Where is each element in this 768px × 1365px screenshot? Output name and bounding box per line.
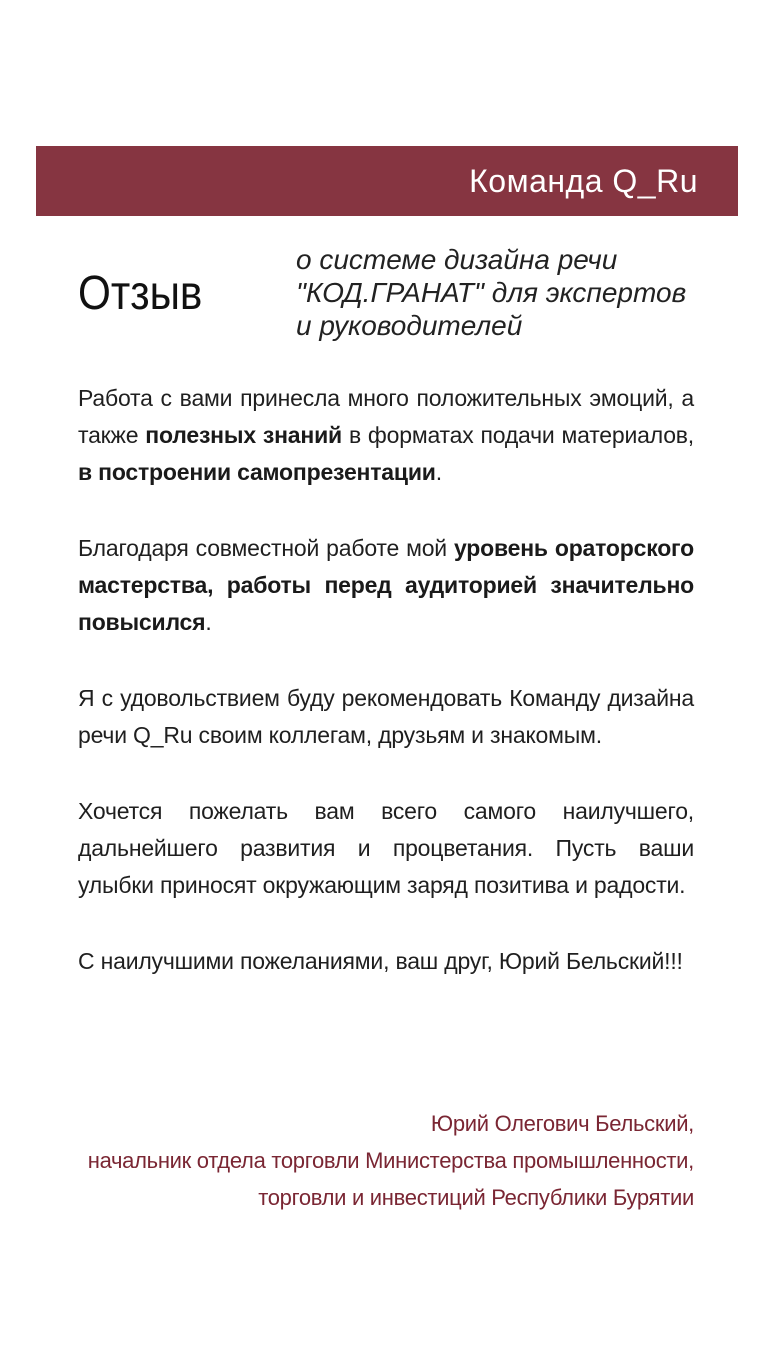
bold-run: уровень ораторского мастерства, работы перед аудиторией значительно повысился (78, 535, 694, 635)
header-banner (36, 146, 738, 216)
paragraph-2 (78, 530, 694, 641)
signature-position: начальник отдела торговли Министерства промышленности, (87, 1148, 694, 1173)
signature-name: Юрий Олегович Бельский, (430, 1111, 694, 1136)
text-run: в форматах подачи материалов, (341, 422, 694, 448)
signature-block (34, 1105, 694, 1216)
bold-run: полезных знаний (145, 422, 342, 448)
subtitle-line: и руководителей (296, 310, 523, 341)
banner-title: Команда Q_Ru (469, 162, 698, 199)
paragraph-4: Хочется пожелать вам всего самого наилучшего, дальнейшего развития и процветания. Пусть ваши улыбки приносят окружающим заряд позитива и радости. (78, 798, 694, 898)
paragraph-5: С наилучшими пожеланиями, ваш друг, Юрий Бельский!!! (78, 948, 683, 974)
bold-run: в построении самопрезентации (78, 459, 436, 485)
review-subtitle (296, 243, 726, 342)
paragraph-3: Я с удовольствием буду рекомендовать Команду дизайна речи Q_Ru своим коллегам, друзьям и знакомым. (78, 685, 694, 748)
paragraph-1 (78, 380, 694, 491)
text-run: Работа с вами принесла много положительных эмоций, а также (78, 385, 694, 448)
review-heading: Отзыв (78, 267, 203, 320)
text-run: . (435, 459, 442, 485)
text-run: Благодаря совместной работе мой (78, 535, 454, 561)
subtitle-line: о системе дизайна речи (296, 244, 618, 275)
text-run: . (205, 609, 212, 635)
review-body (78, 380, 694, 1019)
signature-position: торговли и инвестиций Республики Бурятии (258, 1185, 694, 1210)
subtitle-line: "КОД.ГРАНАТ" для экспертов (296, 277, 687, 308)
